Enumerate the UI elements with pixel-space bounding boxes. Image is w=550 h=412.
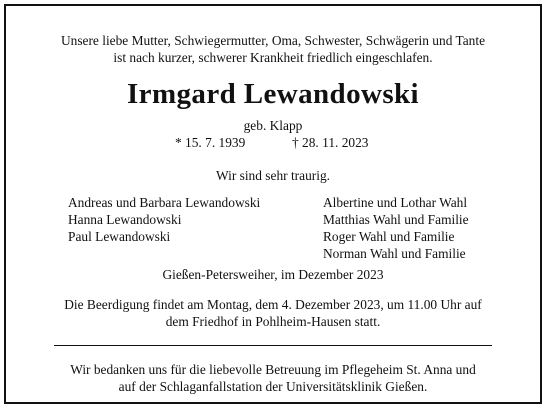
death-date: † 28. 11. 2023	[292, 135, 369, 150]
funeral-line-2: dem Friedhof in Pohlheim-Hausen statt.	[165, 314, 381, 329]
mourner-name: Matthias Wahl und Familie	[323, 212, 469, 227]
deceased-name: Irmgard Lewandowski	[127, 78, 419, 110]
funeral-line-1: Die Beerdigung findet am Montag, dem 4. Dezember 2023, um 11.00 Uhr auf	[64, 297, 482, 312]
thanks-line-1: Wir bedanken uns für die liebevolle Betreuung im Pflegeheim St. Anna und	[70, 362, 476, 377]
birth-date: * 15. 7. 1939	[175, 135, 246, 150]
life-dates	[6, 135, 540, 152]
mourners-right	[323, 194, 469, 262]
mourner-name: Andreas und Barbara Lewandowski	[68, 195, 261, 210]
maiden-name: geb. Klapp	[243, 118, 303, 133]
place-date: Gießen-Petersweiher, im Dezember 2023	[162, 267, 384, 282]
intro-line-1: Unsere liebe Mutter, Schwiegermutter, Oma, Schwester, Schwägerin und Tante	[60, 33, 486, 48]
mourner-name: Norman Wahl und Familie	[323, 246, 466, 261]
mourner-name: Hanna Lewandowski	[68, 212, 182, 227]
mourners-left	[68, 194, 260, 245]
thanks-line-2: auf der Schlaganfallstation der Universitätsklinik Gießen.	[118, 379, 428, 394]
sorrow-line: Wir sind sehr traurig.	[216, 168, 330, 183]
obituary-notice	[4, 4, 542, 404]
intro-line-2: ist nach kurzer, schwerer Krankheit friedlich eingeschlafen.	[113, 50, 433, 65]
divider	[54, 345, 492, 346]
mourner-name: Paul Lewandowski	[68, 229, 171, 244]
mourner-name: Roger Wahl und Familie	[323, 229, 455, 244]
mourner-name: Albertine und Lothar Wahl	[323, 195, 468, 210]
